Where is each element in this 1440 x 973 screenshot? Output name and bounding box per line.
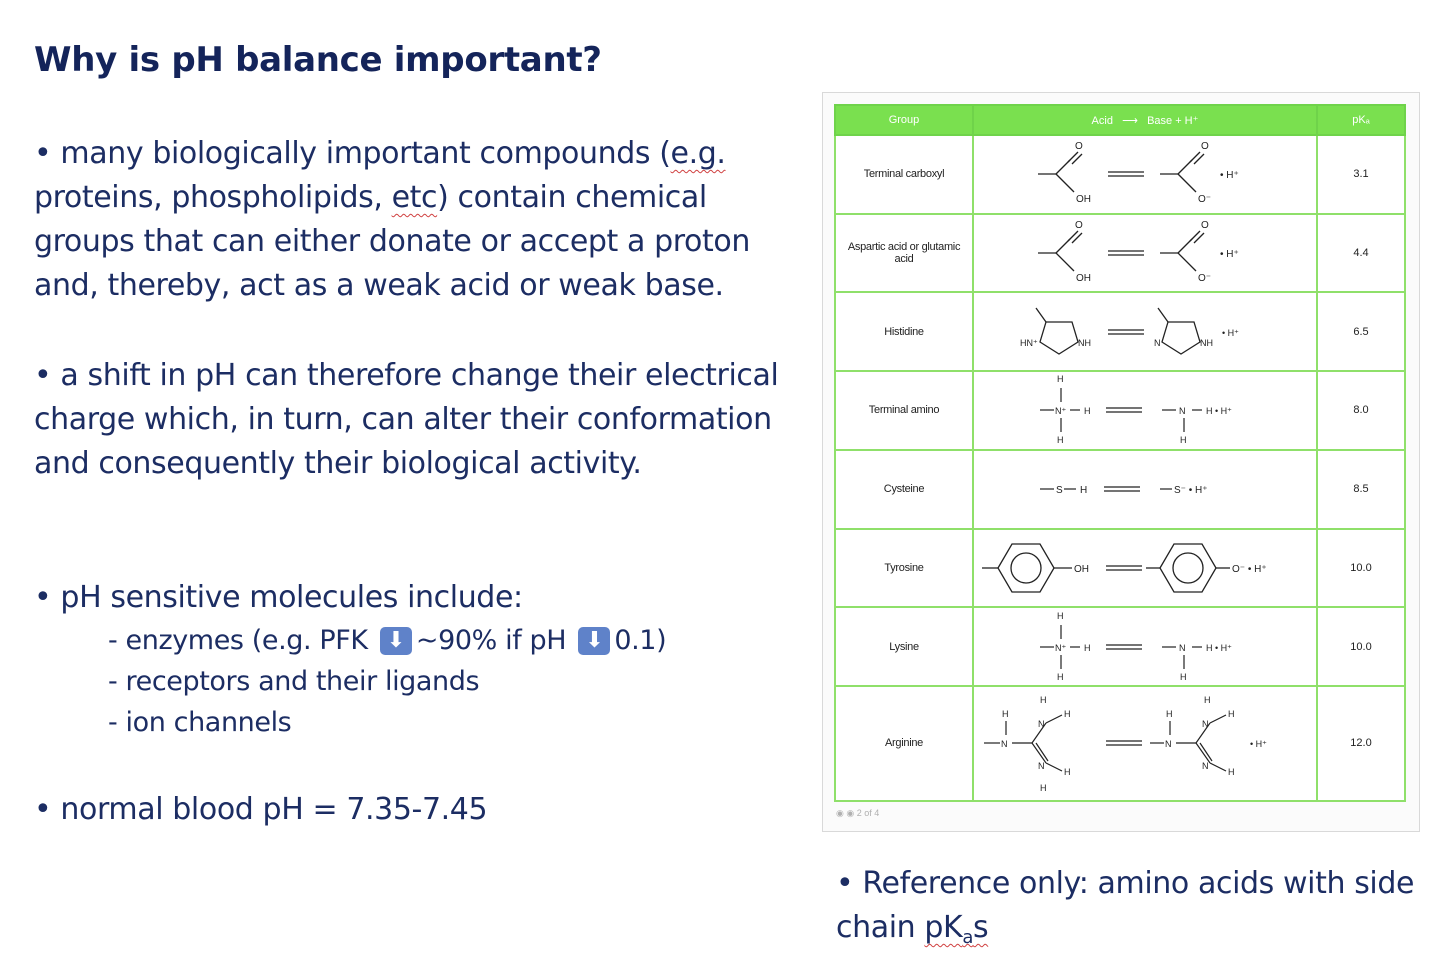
header-base: Base + H⁺ xyxy=(1147,114,1199,127)
svg-text:N: N xyxy=(1154,337,1161,348)
image-frame-footer: ◉ ◉ 2 of 4 xyxy=(836,808,880,818)
svg-text:NH: NH xyxy=(1078,337,1091,348)
svg-text:• H⁺: • H⁺ xyxy=(1220,249,1239,261)
sub-item-ion-channels: - ion channels xyxy=(108,707,292,738)
bullet-text: ) contain chemical groups that can either donate or accept a proton and, thereby, act as a weak acid or weak base. xyxy=(34,180,750,303)
reaction-lysine xyxy=(973,607,1317,686)
pk-text: pK xyxy=(924,910,963,945)
sub-item-enzymes xyxy=(108,620,794,661)
bullet-text: proteins, phospholipids, xyxy=(34,180,392,215)
svg-text:N: N xyxy=(1165,739,1172,750)
header-group: Group xyxy=(835,105,973,135)
bullet-sensitive-molecules xyxy=(34,576,794,743)
reaction-tyrosine xyxy=(973,529,1317,608)
pka-term xyxy=(924,910,989,948)
sub-text: - enzymes (e.g. PFK xyxy=(108,625,376,656)
reaction-terminal-amino xyxy=(973,371,1317,450)
table-row xyxy=(835,292,1405,371)
amino-acid-pka-table xyxy=(834,104,1406,802)
svg-text:• H⁺: • H⁺ xyxy=(1222,327,1239,338)
cell-pka: 6.5 xyxy=(1317,292,1405,371)
down-arrow-icon: ⬇ xyxy=(578,627,610,655)
cell-group: Cysteine xyxy=(835,450,973,529)
sub-text: ~90% if pH xyxy=(415,625,575,656)
reaction-aspartic-glutamic xyxy=(973,214,1317,293)
cell-group: Lysine xyxy=(835,607,973,686)
table-row xyxy=(835,214,1405,293)
svg-text:H: H xyxy=(1057,435,1064,446)
cell-group: Histidine xyxy=(835,292,973,371)
reaction-histidine xyxy=(973,292,1317,371)
subscript-a: a xyxy=(962,927,973,948)
reaction-terminal-carboxyl xyxy=(973,135,1317,214)
svg-text:OH: OH xyxy=(1074,563,1089,575)
table-row xyxy=(835,607,1405,686)
cell-pka: 4.4 xyxy=(1317,214,1405,293)
bullet-ph-shift: • a shift in pH can therefore change their electrical charge which, in turn, can alter their conformation and consequently their biological activity. xyxy=(34,358,779,481)
svg-text:O⁻ • H⁺: O⁻ • H⁺ xyxy=(1232,563,1267,575)
svg-text:H: H xyxy=(1080,485,1088,497)
bullet-compounds xyxy=(34,132,794,308)
svg-text:H: H xyxy=(1040,695,1047,706)
svg-text:S⁻ • H⁺: S⁻ • H⁺ xyxy=(1174,485,1208,497)
svg-text:H: H xyxy=(1228,767,1235,778)
svg-text:H: H xyxy=(1228,709,1235,720)
svg-text:H • H⁺: H • H⁺ xyxy=(1206,642,1232,653)
header-pka: pKₐ xyxy=(1317,105,1405,135)
svg-text:H: H xyxy=(1002,709,1009,720)
cell-group: Tyrosine xyxy=(835,529,973,608)
svg-text:N: N xyxy=(1202,719,1209,730)
cell-pka: 10.0 xyxy=(1317,529,1405,608)
svg-text:O⁻: O⁻ xyxy=(1198,273,1212,285)
sub-text: 0.1) xyxy=(614,625,667,656)
spell-underlined-word: etc xyxy=(391,180,438,215)
header-acid: Acid xyxy=(1091,114,1113,127)
svg-text:H: H xyxy=(1040,783,1047,794)
svg-text:• H⁺: • H⁺ xyxy=(1220,170,1239,182)
table-row xyxy=(835,135,1405,214)
svg-text:O: O xyxy=(1201,141,1209,153)
page-indicator: 2 of 4 xyxy=(856,808,880,818)
svg-text:HN⁺: HN⁺ xyxy=(1020,337,1038,348)
svg-text:H: H xyxy=(1057,374,1064,385)
svg-text:OH: OH xyxy=(1076,194,1091,206)
table-row xyxy=(835,529,1405,608)
down-arrow-icon: ⬇ xyxy=(380,627,412,655)
cell-group: Terminal carboxyl xyxy=(835,135,973,214)
cell-pka: 3.1 xyxy=(1317,135,1405,214)
reaction-cysteine xyxy=(973,450,1317,529)
svg-text:H: H xyxy=(1057,671,1064,682)
cell-pka: 8.5 xyxy=(1317,450,1405,529)
bullet-text: • many biologically important compounds ( xyxy=(34,136,671,171)
svg-text:S: S xyxy=(1056,485,1063,497)
reference-note xyxy=(836,862,1416,960)
svg-text:N: N xyxy=(1038,719,1045,730)
header-arrow: ⟶ xyxy=(1122,114,1138,127)
svg-text:H • H⁺: H • H⁺ xyxy=(1206,406,1232,417)
sub-item-receptors: - receptors and their ligands xyxy=(108,666,480,697)
table-row xyxy=(835,686,1405,801)
svg-text:O: O xyxy=(1201,220,1209,232)
bullet-sensitive-heading: • pH sensitive molecules include: xyxy=(34,580,523,615)
svg-text:H: H xyxy=(1064,767,1071,778)
note-text: • Reference only: amino acids with side chain xyxy=(836,866,1415,945)
svg-text:N: N xyxy=(1179,406,1186,417)
svg-text:H: H xyxy=(1084,642,1091,653)
svg-text:NH: NH xyxy=(1200,337,1213,348)
table-row xyxy=(835,450,1405,529)
svg-text:N: N xyxy=(1202,761,1209,772)
cell-group: Arginine xyxy=(835,686,973,801)
cell-pka: 10.0 xyxy=(1317,607,1405,686)
svg-text:N: N xyxy=(1038,761,1045,772)
table-header-row xyxy=(835,105,1405,135)
svg-text:O: O xyxy=(1075,220,1083,232)
svg-text:OH: OH xyxy=(1076,273,1091,285)
svg-text:H: H xyxy=(1180,435,1187,446)
cell-pka: 12.0 xyxy=(1317,686,1405,801)
svg-text:H: H xyxy=(1204,695,1211,706)
cell-group: Terminal amino xyxy=(835,371,973,450)
svg-text:O: O xyxy=(1075,141,1083,153)
svg-text:H: H xyxy=(1064,709,1071,720)
table-row xyxy=(835,371,1405,450)
bullet-blood-ph: • normal blood pH = 7.35-7.45 xyxy=(34,792,488,827)
svg-text:N⁺: N⁺ xyxy=(1055,642,1067,653)
spell-underlined-word: e.g. xyxy=(670,136,726,171)
slide-title: Why is pH balance important? xyxy=(34,40,602,80)
header-acid-base xyxy=(973,105,1317,135)
svg-text:N: N xyxy=(1179,642,1186,653)
plural-s: s xyxy=(972,910,989,945)
svg-text:O⁻: O⁻ xyxy=(1198,194,1212,206)
svg-text:H: H xyxy=(1057,610,1064,621)
svg-text:N: N xyxy=(1001,739,1008,750)
svg-text:H: H xyxy=(1084,406,1091,417)
svg-text:• H⁺: • H⁺ xyxy=(1250,739,1267,750)
cell-pka: 8.0 xyxy=(1317,371,1405,450)
cell-group: Aspartic acid or glutamic acid xyxy=(835,214,973,293)
svg-text:H: H xyxy=(1166,709,1173,720)
reaction-arginine xyxy=(973,686,1317,801)
svg-text:H: H xyxy=(1180,671,1187,682)
svg-text:N⁺: N⁺ xyxy=(1055,406,1067,417)
